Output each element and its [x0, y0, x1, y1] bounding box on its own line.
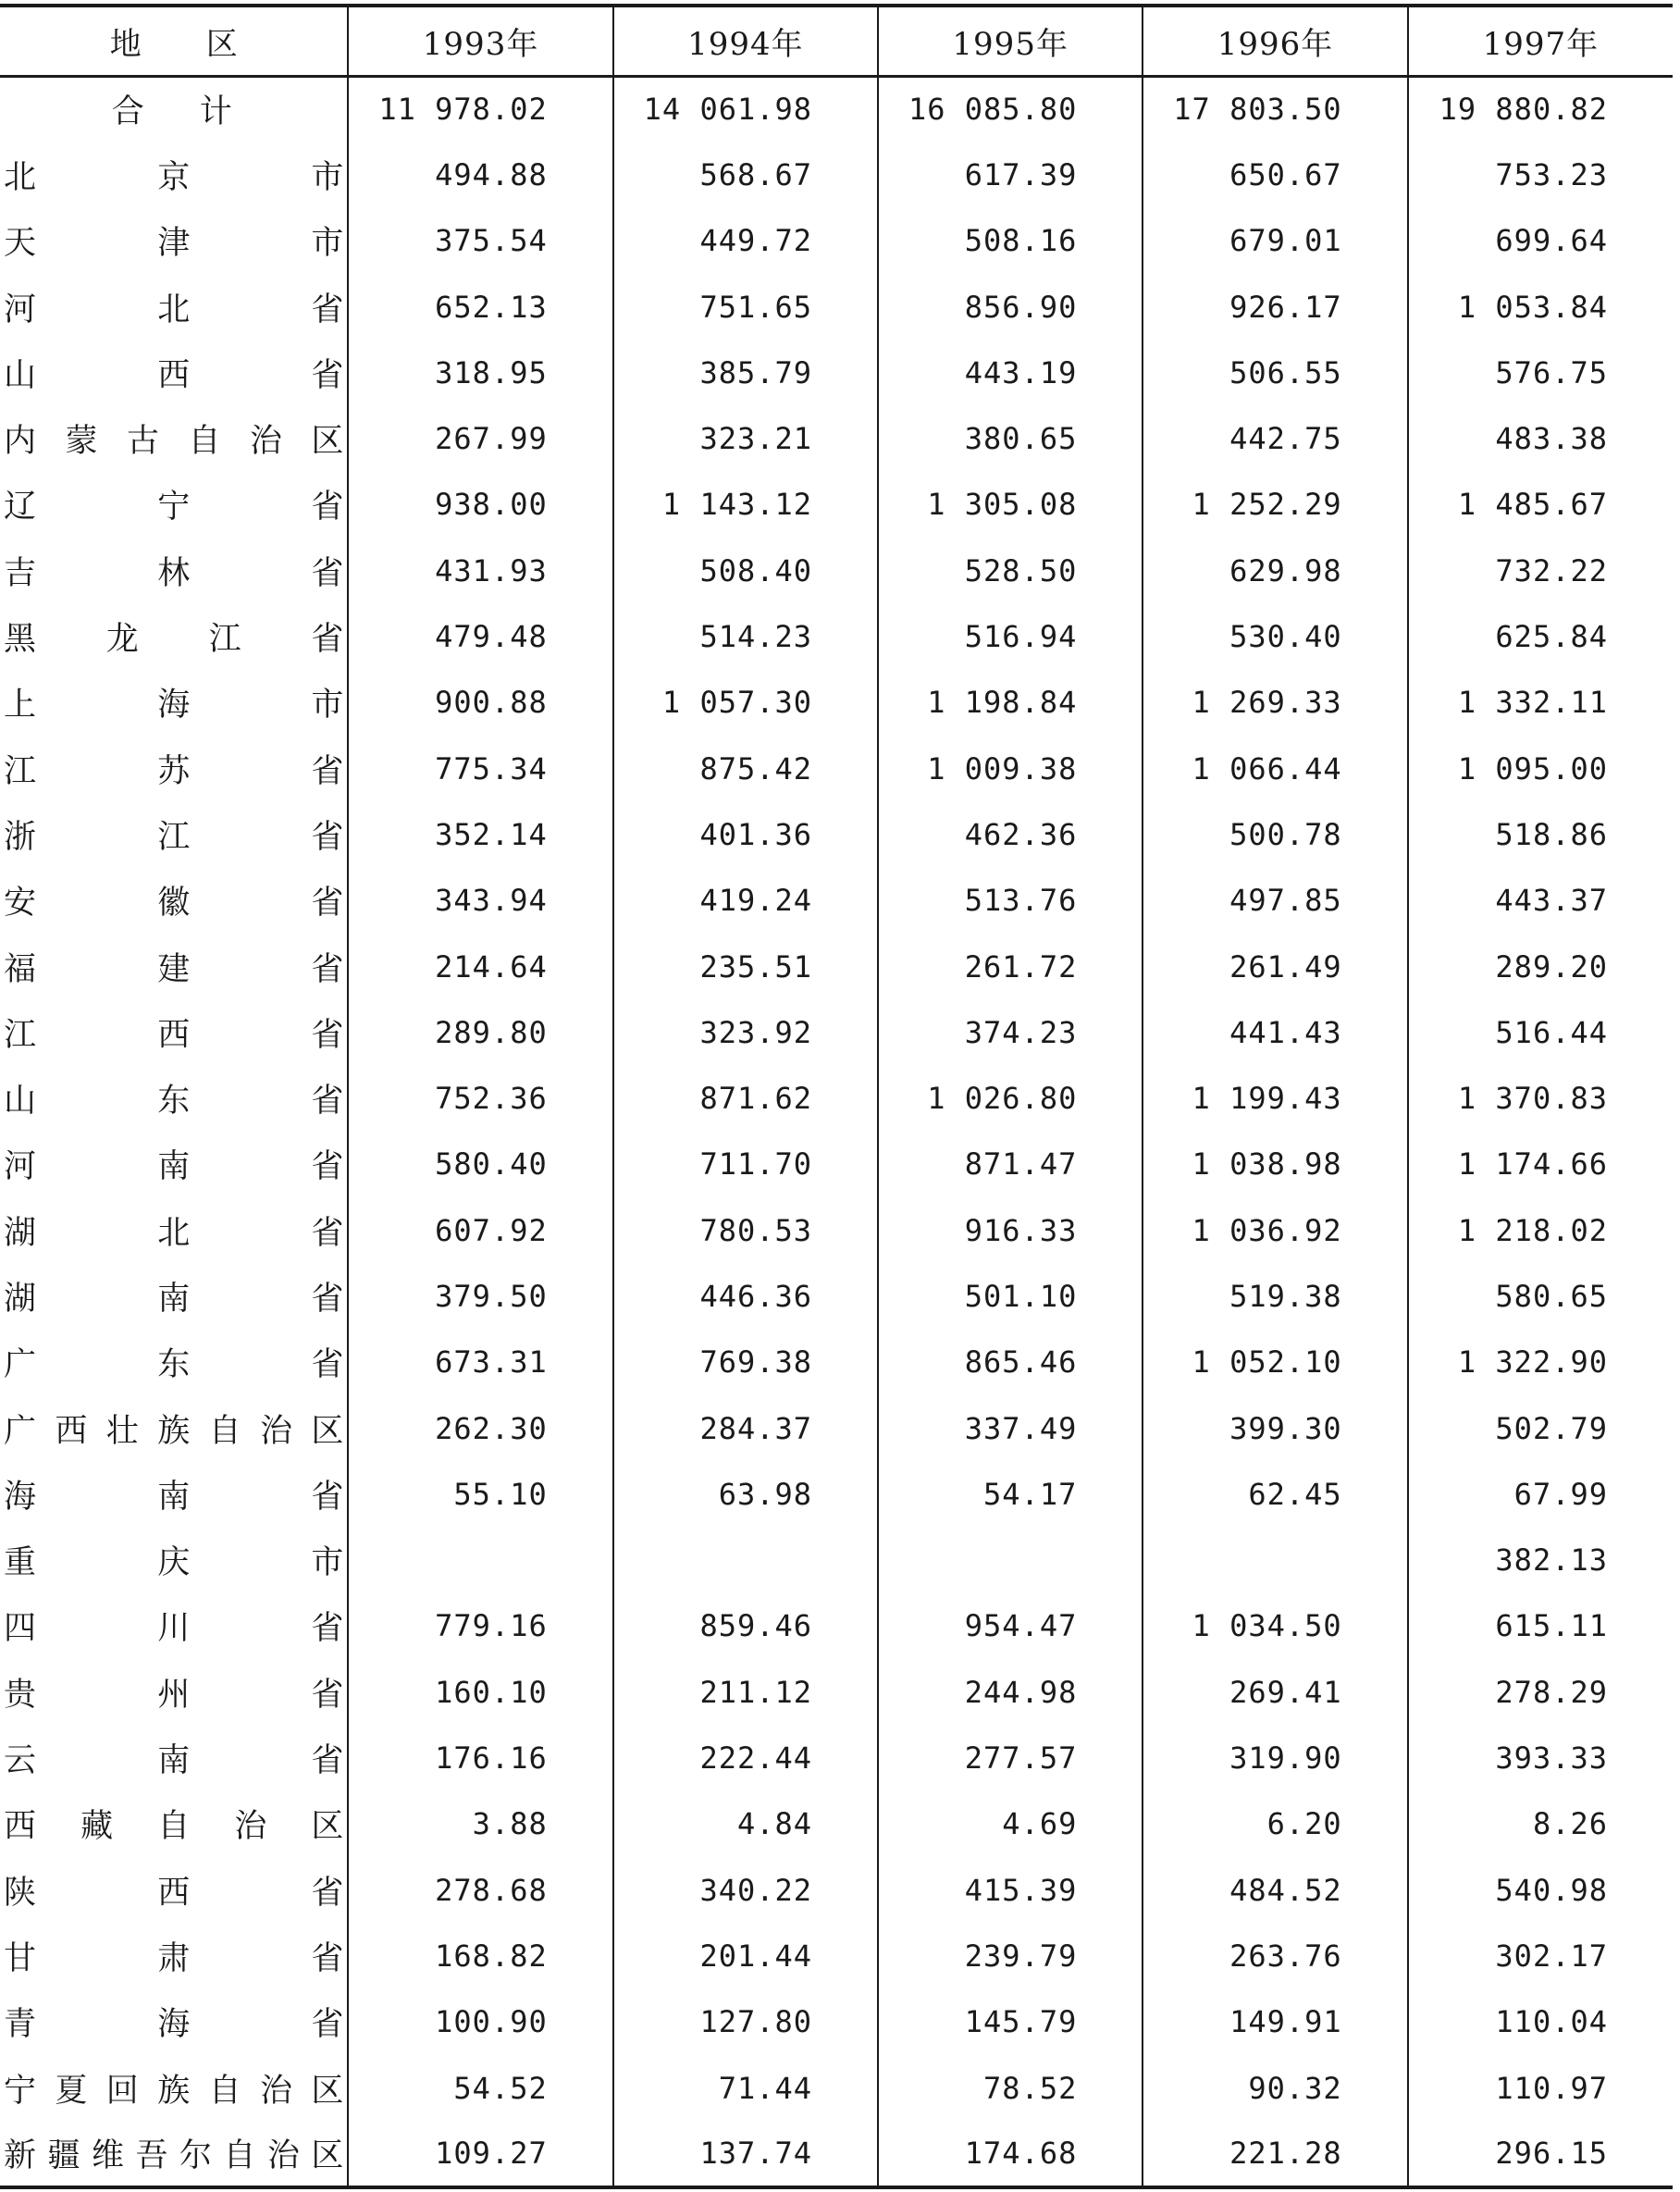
table-row: [0, 1197, 1673, 1263]
value-1996: 1 036.92: [1143, 1197, 1407, 1263]
value-1997: 67.99: [1408, 1461, 1673, 1527]
value-1996: 62.45: [1143, 1461, 1407, 1527]
value-1997: 483.38: [1408, 405, 1673, 471]
value-1994: 514.23: [613, 603, 878, 669]
table-row: [0, 1065, 1673, 1131]
value-1994: 508.40: [613, 538, 878, 603]
table-row: [0, 934, 1673, 999]
value-1996: 90.32: [1143, 2055, 1407, 2121]
region-cell: 浙江省: [4, 818, 344, 856]
value-1995: 617.39: [878, 142, 1143, 207]
value-1996: 497.85: [1143, 868, 1407, 934]
region-cell: 江西省: [4, 1016, 344, 1054]
value-1993: 100.90: [348, 1989, 612, 2055]
value-1995: 954.47: [878, 1593, 1143, 1659]
value-1996: 149.91: [1143, 1989, 1407, 2055]
value-1993: 673.31: [348, 1330, 612, 1395]
header-1993: 1993年: [348, 6, 612, 76]
value-1994: 769.38: [613, 1330, 878, 1395]
value-1997: 615.11: [1408, 1593, 1673, 1659]
value-1995: 54.17: [878, 1461, 1143, 1527]
value-1997: 393.33: [1408, 1725, 1673, 1790]
value-1993: 267.99: [348, 405, 612, 471]
region-cell: 山东省: [4, 1083, 344, 1121]
value-1997: 1 174.66: [1408, 1132, 1673, 1197]
value-1995: 856.90: [878, 274, 1143, 340]
region-cell: 贵州省: [4, 1676, 344, 1714]
value-1995: 443.19: [878, 340, 1143, 405]
value-1993: 11 978.02: [348, 76, 612, 142]
header-1994: 1994年: [613, 6, 878, 76]
value-1993: 343.94: [348, 868, 612, 934]
value-1996: 261.49: [1143, 934, 1407, 999]
value-1996: 1 199.43: [1143, 1065, 1407, 1131]
value-1995: 261.72: [878, 934, 1143, 999]
table-row: [0, 999, 1673, 1065]
table-row: [0, 472, 1673, 538]
value-1996: 1 038.98: [1143, 1132, 1407, 1197]
value-1996: 506.55: [1143, 340, 1407, 405]
value-1996: 319.90: [1143, 1725, 1407, 1790]
header-1995: 1995年: [878, 6, 1143, 76]
table-row: [0, 1791, 1673, 1857]
value-1997: 580.65: [1408, 1263, 1673, 1329]
value-1995: 1 009.38: [878, 736, 1143, 801]
value-1996: 441.43: [1143, 999, 1407, 1065]
value-1997: 19 880.82: [1408, 76, 1673, 142]
value-1993: 262.30: [348, 1395, 612, 1461]
value-1996: 1 252.29: [1143, 472, 1407, 538]
value-1996: 1 066.44: [1143, 736, 1407, 801]
value-1997: 110.97: [1408, 2055, 1673, 2121]
value-1996: 17 803.50: [1143, 76, 1407, 142]
value-1994: 4.84: [613, 1791, 878, 1857]
value-1993: 580.40: [348, 1132, 612, 1197]
value-1994: 568.67: [613, 142, 878, 207]
region-cell: 山西省: [4, 356, 344, 394]
region-cell: 宁夏回族自治区: [4, 2072, 344, 2110]
value-1995: 508.16: [878, 208, 1143, 274]
table-row: [0, 1132, 1673, 1197]
value-1993: 938.00: [348, 472, 612, 538]
value-1997: 1 485.67: [1408, 472, 1673, 538]
value-1994: 751.65: [613, 274, 878, 340]
value-1997: 8.26: [1408, 1791, 1673, 1857]
value-1997: 289.20: [1408, 934, 1673, 999]
value-1995: 374.23: [878, 999, 1143, 1065]
value-1994: 222.44: [613, 1725, 878, 1790]
value-1993: 3.88: [348, 1791, 612, 1857]
value-1993: 55.10: [348, 1461, 612, 1527]
table-row: [0, 2121, 1673, 2186]
value-1997: 502.79: [1408, 1395, 1673, 1461]
value-1994: 859.46: [613, 1593, 878, 1659]
region-cell: 吉林省: [4, 554, 344, 592]
value-1994: 1 143.12: [613, 472, 878, 538]
value-1997: 1 332.11: [1408, 670, 1673, 736]
table-row: [0, 801, 1673, 867]
table-row: [0, 1461, 1673, 1527]
table-row: [0, 1923, 1673, 1988]
value-1993: 379.50: [348, 1263, 612, 1329]
value-1994: 201.44: [613, 1923, 878, 1988]
value-1997: 518.86: [1408, 801, 1673, 867]
value-1996: 1 034.50: [1143, 1593, 1407, 1659]
value-1994: 340.22: [613, 1857, 878, 1923]
statistics-table: [0, 4, 1673, 2189]
table-row: [0, 142, 1673, 207]
table-row: [0, 274, 1673, 340]
value-1993: 479.48: [348, 603, 612, 669]
table-row: [0, 2055, 1673, 2121]
value-1996: 484.52: [1143, 1857, 1407, 1923]
value-1994: 284.37: [613, 1395, 878, 1461]
value-1997: 540.98: [1408, 1857, 1673, 1923]
value-1996: 399.30: [1143, 1395, 1407, 1461]
value-1997: 699.64: [1408, 208, 1673, 274]
table-row: [0, 1330, 1673, 1395]
value-1997: 110.04: [1408, 1989, 1673, 2055]
value-1995: 516.94: [878, 603, 1143, 669]
table-row: [0, 670, 1673, 736]
value-1995: 277.57: [878, 1725, 1143, 1790]
value-1995: 244.98: [878, 1659, 1143, 1725]
value-1994: 449.72: [613, 208, 878, 274]
table-row: [0, 603, 1673, 669]
region-cell: 重庆市: [4, 1544, 344, 1582]
value-1994: 235.51: [613, 934, 878, 999]
table-row: [0, 868, 1673, 934]
table-row: [0, 1528, 1673, 1593]
value-1995: 145.79: [878, 1989, 1143, 2055]
value-1996: 221.28: [1143, 2121, 1407, 2186]
value-1995: 337.49: [878, 1395, 1143, 1461]
value-1994: 875.42: [613, 736, 878, 801]
value-1993: 652.13: [348, 274, 612, 340]
value-1996: 629.98: [1143, 538, 1407, 603]
table-row: [0, 1263, 1673, 1329]
value-1993: 160.10: [348, 1659, 612, 1725]
region-cell: 四川省: [4, 1610, 344, 1648]
region-cell: 北京市: [4, 158, 344, 196]
table-row: [0, 208, 1673, 274]
value-1993: 352.14: [348, 801, 612, 867]
value-1996: 1 269.33: [1143, 670, 1407, 736]
value-1997: 1 095.00: [1408, 736, 1673, 801]
value-1995: 865.46: [878, 1330, 1143, 1395]
table-row: [0, 1857, 1673, 1923]
value-1993: 176.16: [348, 1725, 612, 1790]
value-1995: 513.76: [878, 868, 1143, 934]
value-1995: 528.50: [878, 538, 1143, 603]
region-cell: 内蒙古自治区: [4, 423, 344, 461]
value-1995: 1 026.80: [878, 1065, 1143, 1131]
value-1997: 278.29: [1408, 1659, 1673, 1725]
region-cell: 西藏自治区: [4, 1808, 344, 1846]
header-1997: 1997年: [1408, 6, 1673, 76]
region-cell: 上海市: [4, 687, 344, 724]
value-1995: 462.36: [878, 801, 1143, 867]
value-1995: 871.47: [878, 1132, 1143, 1197]
value-1996: 263.76: [1143, 1923, 1407, 1988]
value-1994: 401.36: [613, 801, 878, 867]
table-row: [0, 1989, 1673, 2055]
region-cell: 新疆维吾尔自治区: [0, 2121, 348, 2186]
table-row: [0, 736, 1673, 801]
region-cell: 河南省: [4, 1148, 344, 1186]
value-1994: 14 061.98: [613, 76, 878, 142]
value-1997: 576.75: [1408, 340, 1673, 405]
table-row: [0, 1395, 1673, 1461]
value-1994: 446.36: [613, 1263, 878, 1329]
table-row: [0, 1725, 1673, 1790]
table-row: [0, 405, 1673, 471]
value-1996: 650.67: [1143, 142, 1407, 207]
region-cell: 广东省: [4, 1346, 344, 1384]
value-1995: 78.52: [878, 2055, 1143, 2121]
region-cell: 江苏省: [4, 752, 344, 790]
value-1995: 1 198.84: [878, 670, 1143, 736]
value-1993: 900.88: [348, 670, 612, 736]
table-row: [0, 1593, 1673, 1659]
value-1995: 239.79: [878, 1923, 1143, 1988]
value-1997: 1 053.84: [1408, 274, 1673, 340]
value-1995: 415.39: [878, 1857, 1143, 1923]
region-cell: 合计: [111, 93, 288, 131]
value-1994: 71.44: [613, 2055, 878, 2121]
value-1997: 443.37: [1408, 868, 1673, 934]
value-1996: 1 052.10: [1143, 1330, 1407, 1395]
value-1995: 380.65: [878, 405, 1143, 471]
total-row: [0, 76, 1673, 142]
value-1997: 302.17: [1408, 1923, 1673, 1988]
region-cell: 青海省: [4, 2006, 344, 2044]
value-1997: 1 370.83: [1408, 1065, 1673, 1131]
value-1994: 419.24: [613, 868, 878, 934]
value-1994: [613, 1528, 878, 1593]
value-1996: 679.01: [1143, 208, 1407, 274]
header-1996: 1996年: [1143, 6, 1407, 76]
region-cell: 天津市: [4, 225, 344, 263]
region-cell: 陕西省: [4, 1874, 344, 1912]
value-1997: 382.13: [1408, 1528, 1673, 1593]
region-cell: 甘肃省: [4, 1939, 344, 1977]
value-1993: 214.64: [348, 934, 612, 999]
value-1994: 385.79: [613, 340, 878, 405]
value-1993: 168.82: [348, 1923, 612, 1988]
value-1994: 137.74: [613, 2121, 878, 2186]
value-1997: 625.84: [1408, 603, 1673, 669]
value-1994: 323.21: [613, 405, 878, 471]
header-row: [0, 6, 1673, 76]
region-cell: 河北省: [4, 291, 344, 328]
value-1993: 431.93: [348, 538, 612, 603]
value-1996: [1143, 1528, 1407, 1593]
value-1997: 753.23: [1408, 142, 1673, 207]
region-cell: 辽宁省: [4, 489, 344, 526]
value-1997: 732.22: [1408, 538, 1673, 603]
value-1996: 269.41: [1143, 1659, 1407, 1725]
table-body: [0, 76, 1673, 2187]
value-1995: 916.33: [878, 1197, 1143, 1263]
table-row: [0, 538, 1673, 603]
value-1995: [878, 1528, 1143, 1593]
value-1996: 530.40: [1143, 603, 1407, 669]
value-1994: 127.80: [613, 1989, 878, 2055]
value-1993: 607.92: [348, 1197, 612, 1263]
value-1993: 494.88: [348, 142, 612, 207]
value-1993: 775.34: [348, 736, 612, 801]
value-1994: 323.92: [613, 999, 878, 1065]
value-1993: [348, 1528, 612, 1593]
value-1995: 501.10: [878, 1263, 1143, 1329]
value-1995: 4.69: [878, 1791, 1143, 1857]
value-1994: 211.12: [613, 1659, 878, 1725]
region-cell: 福建省: [4, 950, 344, 988]
value-1996: 926.17: [1143, 274, 1407, 340]
value-1993: 375.54: [348, 208, 612, 274]
value-1995: 174.68: [878, 2121, 1143, 2186]
value-1997: 1 322.90: [1408, 1330, 1673, 1395]
value-1993: 752.36: [348, 1065, 612, 1131]
value-1997: 296.15: [1408, 2121, 1673, 2186]
value-1997: 1 218.02: [1408, 1197, 1673, 1263]
table-row: [0, 340, 1673, 405]
value-1993: 289.80: [348, 999, 612, 1065]
value-1994: 63.98: [613, 1461, 878, 1527]
region-cell: 云南省: [4, 1742, 344, 1780]
value-1995: 1 305.08: [878, 472, 1143, 538]
region-cell: 黑龙江省: [4, 621, 344, 659]
value-1996: 500.78: [1143, 801, 1407, 867]
value-1994: 871.62: [613, 1065, 878, 1131]
header-region: 地区: [0, 6, 348, 76]
table-row: [0, 1659, 1673, 1725]
value-1996: 442.75: [1143, 405, 1407, 471]
region-cell: 安徽省: [4, 885, 344, 923]
value-1993: 779.16: [348, 1593, 612, 1659]
region-cell: 广西壮族自治区: [4, 1412, 344, 1450]
value-1994: 1 057.30: [613, 670, 878, 736]
value-1996: 6.20: [1143, 1791, 1407, 1857]
value-1996: 519.38: [1143, 1263, 1407, 1329]
value-1995: 16 085.80: [878, 76, 1143, 142]
value-1994: 780.53: [613, 1197, 878, 1263]
value-1993: 318.95: [348, 340, 612, 405]
value-1993: 278.68: [348, 1857, 612, 1923]
region-cell: 湖南省: [4, 1280, 344, 1318]
value-1993: 109.27: [348, 2121, 612, 2186]
value-1997: 516.44: [1408, 999, 1673, 1065]
region-cell: 湖北省: [4, 1214, 344, 1252]
region-cell: 海南省: [4, 1478, 344, 1516]
value-1993: 54.52: [348, 2055, 612, 2121]
value-1994: 711.70: [613, 1132, 878, 1197]
